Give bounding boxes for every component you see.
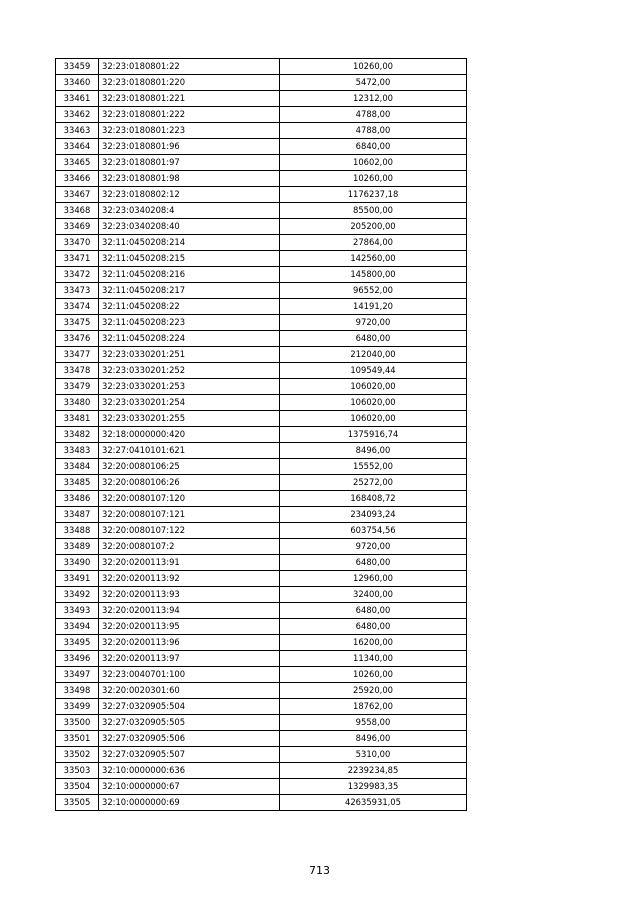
value-cell: 234093,24 [280,507,467,523]
cadastral-number-cell: 32:23:0330201:251 [99,347,280,363]
row-index-cell: 33475 [56,315,99,331]
table-row [56,75,467,91]
cadastral-number-cell: 32:11:0450208:224 [99,331,280,347]
cadastral-number-cell: 32:27:0320905:507 [99,747,280,763]
value-cell: 1176237,18 [280,187,467,203]
table-row [56,315,467,331]
cadastral-number-cell: 32:23:0180801:220 [99,75,280,91]
cadastral-number-cell: 32:23:0330201:255 [99,411,280,427]
cadastral-number-cell: 32:20:0080107:122 [99,523,280,539]
cadastral-number-cell: 32:11:0450208:22 [99,299,280,315]
cadastral-number-cell: 32:20:0200113:93 [99,587,280,603]
row-index-cell: 33487 [56,507,99,523]
table-row [56,187,467,203]
row-index-cell: 33493 [56,603,99,619]
cadastral-number-cell: 32:10:0000000:69 [99,795,280,811]
table-row [56,379,467,395]
row-index-cell: 33489 [56,539,99,555]
table-row [56,555,467,571]
table-row [56,299,467,315]
cadastral-number-cell: 32:10:0000000:636 [99,763,280,779]
table-row [56,507,467,523]
cadastral-number-cell: 32:23:0180801:221 [99,91,280,107]
value-cell: 2239234,85 [280,763,467,779]
cadastral-number-cell: 32:11:0450208:223 [99,315,280,331]
table-row [56,459,467,475]
row-index-cell: 33481 [56,411,99,427]
row-index-cell: 33488 [56,523,99,539]
row-index-cell: 33504 [56,779,99,795]
value-cell: 106020,00 [280,395,467,411]
value-cell: 12960,00 [280,571,467,587]
cadastral-number-cell: 32:23:0330201:254 [99,395,280,411]
table-row [56,59,467,75]
cadastral-number-cell: 32:20:0200113:95 [99,619,280,635]
cadastral-number-cell: 32:20:0080106:25 [99,459,280,475]
value-cell: 109549,44 [280,363,467,379]
cadastral-number-cell: 32:20:0020301:60 [99,683,280,699]
row-index-cell: 33492 [56,587,99,603]
value-cell: 145800,00 [280,267,467,283]
row-index-cell: 33469 [56,219,99,235]
table-row [56,667,467,683]
table-row [56,251,467,267]
table-row [56,635,467,651]
value-cell: 4788,00 [280,123,467,139]
row-index-cell: 33474 [56,299,99,315]
table-row [56,571,467,587]
table-row [56,203,467,219]
table-row [56,651,467,667]
value-cell: 106020,00 [280,379,467,395]
table-row [56,219,467,235]
table-row [56,235,467,251]
cadastral-value-table [55,58,467,811]
row-index-cell: 33502 [56,747,99,763]
row-index-cell: 33482 [56,427,99,443]
row-index-cell: 33466 [56,171,99,187]
row-index-cell: 33497 [56,667,99,683]
table-row [56,491,467,507]
value-cell: 5310,00 [280,747,467,763]
row-index-cell: 33462 [56,107,99,123]
value-cell: 25920,00 [280,683,467,699]
cadastral-number-cell: 32:23:0330201:253 [99,379,280,395]
row-index-cell: 33494 [56,619,99,635]
value-cell: 1329983,35 [280,779,467,795]
value-cell: 25272,00 [280,475,467,491]
cadastral-number-cell: 32:27:0320905:504 [99,699,280,715]
cadastral-number-cell: 32:11:0450208:215 [99,251,280,267]
row-index-cell: 33498 [56,683,99,699]
value-cell: 603754,56 [280,523,467,539]
cadastral-number-cell: 32:23:0340208:40 [99,219,280,235]
row-index-cell: 33463 [56,123,99,139]
table-row [56,155,467,171]
table-row [56,331,467,347]
value-cell: 11340,00 [280,651,467,667]
row-index-cell: 33461 [56,91,99,107]
value-cell: 12312,00 [280,91,467,107]
table-row [56,123,467,139]
cadastral-number-cell: 32:23:0180801:222 [99,107,280,123]
value-cell: 6480,00 [280,555,467,571]
table-row [56,91,467,107]
value-cell: 212040,00 [280,347,467,363]
row-index-cell: 33483 [56,443,99,459]
row-index-cell: 33465 [56,155,99,171]
page-number: 713 [309,864,330,877]
value-cell: 10602,00 [280,155,467,171]
value-cell: 6480,00 [280,619,467,635]
value-cell: 96552,00 [280,283,467,299]
cadastral-number-cell: 32:23:0180801:96 [99,139,280,155]
row-index-cell: 33491 [56,571,99,587]
value-cell: 15552,00 [280,459,467,475]
cadastral-number-cell: 32:27:0410101:621 [99,443,280,459]
cadastral-number-cell: 32:23:0330201:252 [99,363,280,379]
table-row [56,171,467,187]
row-index-cell: 33505 [56,795,99,811]
value-cell: 42635931,05 [280,795,467,811]
cadastral-number-cell: 32:23:0340208:4 [99,203,280,219]
value-cell: 6480,00 [280,603,467,619]
value-cell: 10260,00 [280,667,467,683]
cadastral-number-cell: 32:20:0080106:26 [99,475,280,491]
cadastral-number-cell: 32:23:0040701:100 [99,667,280,683]
table-row [56,619,467,635]
table-row [56,443,467,459]
table-row [56,267,467,283]
cadastral-number-cell: 32:11:0450208:216 [99,267,280,283]
cadastral-number-cell: 32:20:0080107:121 [99,507,280,523]
row-index-cell: 33500 [56,715,99,731]
row-index-cell: 33495 [56,635,99,651]
row-index-cell: 33478 [56,363,99,379]
table-row [56,699,467,715]
table-row [56,475,467,491]
value-cell: 1375916,74 [280,427,467,443]
row-index-cell: 33460 [56,75,99,91]
cadastral-number-cell: 32:11:0450208:214 [99,235,280,251]
cadastral-number-cell: 32:20:0200113:94 [99,603,280,619]
row-index-cell: 33503 [56,763,99,779]
value-cell: 6840,00 [280,139,467,155]
value-cell: 10260,00 [280,59,467,75]
value-cell: 16200,00 [280,635,467,651]
value-cell: 8496,00 [280,443,467,459]
table-row [56,347,467,363]
table-row [56,795,467,811]
row-index-cell: 33459 [56,59,99,75]
value-cell: 9720,00 [280,315,467,331]
table-row [56,779,467,795]
value-cell: 5472,00 [280,75,467,91]
row-index-cell: 33464 [56,139,99,155]
table-row [56,539,467,555]
row-index-cell: 33501 [56,731,99,747]
value-cell: 14191,20 [280,299,467,315]
value-cell: 8496,00 [280,731,467,747]
cadastral-number-cell: 32:27:0320905:505 [99,715,280,731]
table-row [56,411,467,427]
row-index-cell: 33480 [56,395,99,411]
row-index-cell: 33470 [56,235,99,251]
cadastral-number-cell: 32:10:0000000:67 [99,779,280,795]
cadastral-number-cell: 32:27:0320905:506 [99,731,280,747]
table-row [56,427,467,443]
row-index-cell: 33496 [56,651,99,667]
row-index-cell: 33479 [56,379,99,395]
value-cell: 85500,00 [280,203,467,219]
value-cell: 9720,00 [280,539,467,555]
cadastral-number-cell: 32:20:0200113:92 [99,571,280,587]
table-row [56,283,467,299]
table-row [56,683,467,699]
table-row [56,747,467,763]
row-index-cell: 33468 [56,203,99,219]
cadastral-number-cell: 32:11:0450208:217 [99,283,280,299]
value-cell: 10260,00 [280,171,467,187]
value-cell: 6480,00 [280,331,467,347]
row-index-cell: 33476 [56,331,99,347]
value-cell: 27864,00 [280,235,467,251]
cadastral-number-cell: 32:20:0080107:2 [99,539,280,555]
row-index-cell: 33486 [56,491,99,507]
value-cell: 9558,00 [280,715,467,731]
value-cell: 4788,00 [280,107,467,123]
table-row [56,603,467,619]
row-index-cell: 33471 [56,251,99,267]
table-row [56,587,467,603]
row-index-cell: 33472 [56,267,99,283]
cadastral-number-cell: 32:23:0180801:223 [99,123,280,139]
table-row [56,731,467,747]
row-index-cell: 33484 [56,459,99,475]
row-index-cell: 33485 [56,475,99,491]
cadastral-number-cell: 32:23:0180801:97 [99,155,280,171]
table-row [56,139,467,155]
table-row [56,107,467,123]
cadastral-number-cell: 32:23:0180801:22 [99,59,280,75]
row-index-cell: 33499 [56,699,99,715]
value-cell: 168408,72 [280,491,467,507]
value-cell: 106020,00 [280,411,467,427]
cadastral-number-cell: 32:18:0000000:420 [99,427,280,443]
row-index-cell: 33477 [56,347,99,363]
cadastral-number-cell: 32:20:0200113:97 [99,651,280,667]
cadastral-number-cell: 32:20:0080107:120 [99,491,280,507]
row-index-cell: 33467 [56,187,99,203]
cadastral-number-cell: 32:20:0200113:91 [99,555,280,571]
row-index-cell: 33473 [56,283,99,299]
table-row [56,395,467,411]
cadastral-number-cell: 32:23:0180801:98 [99,171,280,187]
value-cell: 142560,00 [280,251,467,267]
table-row [56,363,467,379]
cadastral-number-cell: 32:23:0180802:12 [99,187,280,203]
value-cell: 205200,00 [280,219,467,235]
table-row [56,763,467,779]
table-body [56,59,467,811]
table-row [56,715,467,731]
value-cell: 32400,00 [280,587,467,603]
row-index-cell: 33490 [56,555,99,571]
table-row [56,523,467,539]
cadastral-number-cell: 32:20:0200113:96 [99,635,280,651]
value-cell: 18762,00 [280,699,467,715]
